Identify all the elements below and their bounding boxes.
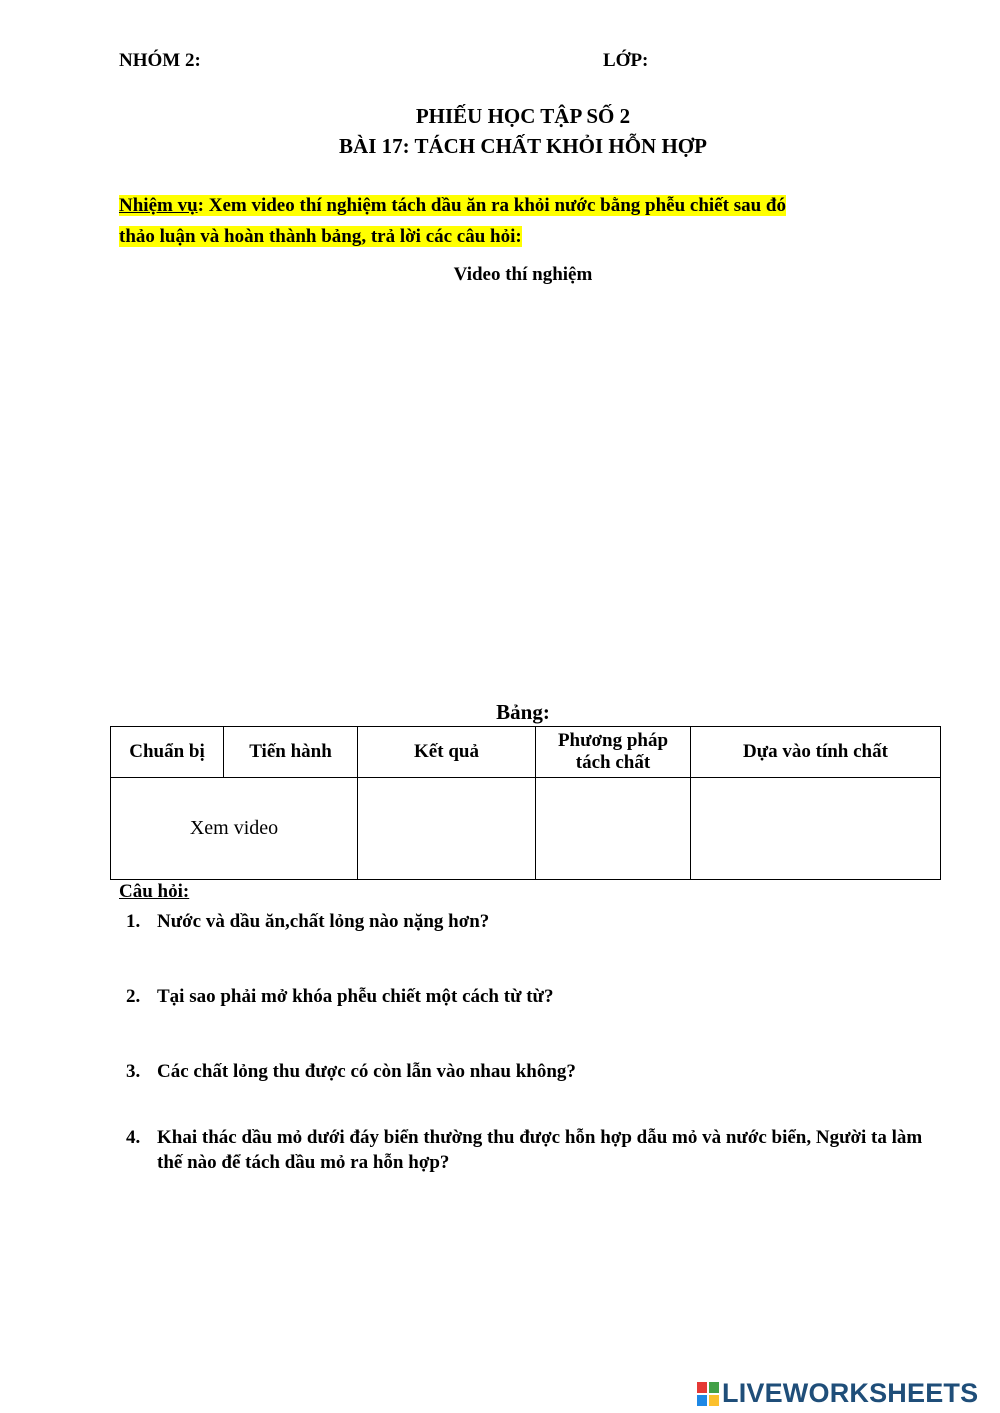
video-label: Video thí nghiệm [453, 264, 593, 285]
table-label: Bảng: [496, 700, 550, 724]
cell-dua-vao[interactable] [691, 778, 941, 880]
class-label: LỚP: [603, 50, 649, 71]
liveworksheets-wordmark: LIVEWORKSHEETS [722, 1378, 979, 1408]
results-table [110, 726, 941, 880]
header-chuan-bi: Chuẩn bị [111, 727, 224, 778]
task-instructions: Nhiệm vụ: Xem video thí nghiệm tách dầu ăn ra khỏi nước bằng phễu chiết sau đó thảo luận và hoàn thành bảng, trả lời các câu hỏi: [119, 195, 786, 247]
table-header-row [111, 727, 941, 778]
cell-xem-video: Xem video [111, 778, 358, 880]
question-3: 3. Các chất lỏng thu được có còn lẫn vào nhau không? [126, 1061, 576, 1082]
cell-ket-qua[interactable] [358, 778, 536, 880]
header-tien-hanh: Tiến hành [224, 727, 358, 778]
questions-label: Câu hỏi: [119, 881, 190, 902]
header-ket-qua: Kết quả [358, 727, 536, 778]
table-row [111, 778, 941, 880]
lesson-title: BÀI 17: TÁCH CHẤT KHỎI HỖN HỢP [339, 134, 707, 158]
task-label: Nhiệm vụ [119, 195, 198, 216]
question-1: 1. Nước và dầu ăn,chất lỏng nào nặng hơn? [126, 911, 490, 932]
worksheet-title: PHIẾU HỌC TẬP SỐ 2 [415, 104, 631, 128]
question-4: 4. Khai thác dầu mỏ dưới đáy biển thường thu được hỗn hợp dẫu mỏ và nước biển, Người ta làm thế nào để tách dầu mỏ ra hỗn hợp? [126, 1127, 923, 1173]
header-phuong-phap: Phương pháp tách chất [536, 727, 691, 778]
group-label: NHÓM 2: [119, 50, 201, 71]
question-2: 2. Tại sao phải mở khóa phễu chiết một cách từ từ? [126, 986, 554, 1007]
task-text-1: Xem video thí nghiệm tách dầu ăn ra khỏi nước bằng phễu chiết sau đó [203, 195, 786, 216]
header-dua-vao: Dựa vào tính chất [691, 727, 941, 778]
cell-phuong-phap[interactable] [536, 778, 691, 880]
task-text-2: thảo luận và hoàn thành bảng, trả lời các câu hỏi: [119, 226, 522, 247]
liveworksheets-icon [697, 1382, 719, 1406]
